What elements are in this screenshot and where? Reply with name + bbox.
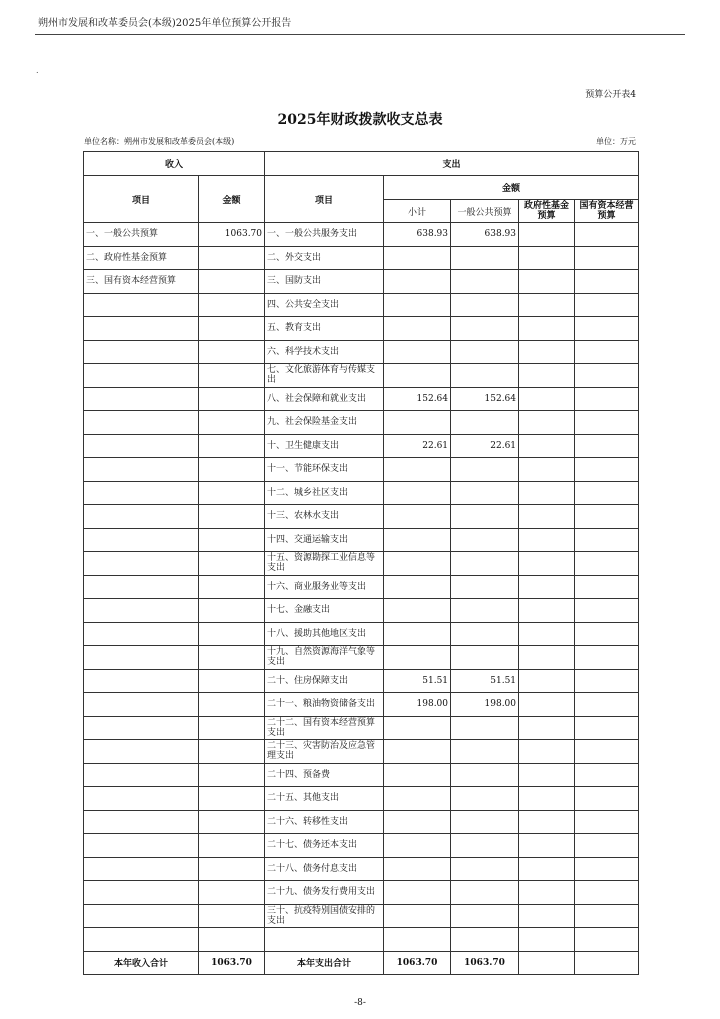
expense-item: 二十三、灾害防治及应急管理支出: [265, 740, 384, 764]
table-row: [84, 481, 639, 505]
income-item: [84, 340, 199, 364]
report-header: 朔州市发展和改革委员会(本级)2025年单位预算公开报告: [38, 18, 292, 29]
income-amount: [199, 928, 265, 952]
general-budget-amount: [451, 857, 519, 881]
subtotal-amount: 638.93: [384, 223, 451, 247]
income-amount: [199, 810, 265, 834]
expense-header: 支出: [265, 152, 639, 176]
state-capital-amount: [575, 481, 639, 505]
gov-fund-amount: [519, 857, 575, 881]
table-row: [84, 740, 639, 764]
expense-item: 一、一般公共服务支出: [265, 223, 384, 247]
gov-fund-amount: [519, 411, 575, 435]
state-capital-amount: [575, 552, 639, 576]
income-amount: [199, 904, 265, 928]
income-amount: [199, 458, 265, 482]
income-item: 三、国有资本经营预算: [84, 270, 199, 294]
income-amount: [199, 411, 265, 435]
gov-fund-amount: [519, 458, 575, 482]
income-amount: [199, 270, 265, 294]
state-capital-amount: [575, 434, 639, 458]
subtotal-amount: [384, 740, 451, 764]
general-budget-amount: [451, 293, 519, 317]
subtotal-amount: [384, 622, 451, 646]
subtotal-amount: [384, 834, 451, 858]
gov-fund-amount: [519, 552, 575, 576]
gov-fund-amount: [519, 763, 575, 787]
income-item: [84, 528, 199, 552]
expense-item: 二十七、债务还本支出: [265, 834, 384, 858]
income-item: 二、政府性基金预算: [84, 246, 199, 270]
gov-fund-amount: [519, 622, 575, 646]
table-row: [84, 246, 639, 270]
general-budget-amount: [451, 528, 519, 552]
state-capital-amount: [575, 387, 639, 411]
gov-fund-amount: [519, 881, 575, 905]
table-row: [84, 223, 639, 247]
subtotal-amount: [384, 528, 451, 552]
expense-item: 二十二、国有资本经营预算支出: [265, 716, 384, 740]
table-row: [84, 928, 639, 952]
gov-fund-amount: [519, 928, 575, 952]
table-row: [84, 505, 639, 529]
general-budget-amount: [451, 740, 519, 764]
income-item: [84, 693, 199, 717]
income-item: [84, 740, 199, 764]
gov-fund-amount: [519, 646, 575, 670]
general-budget-amount: [451, 411, 519, 435]
expense-total-subtotal: 1063.70: [384, 951, 451, 974]
state-capital-amount: [575, 458, 639, 482]
income-amount: 1063.70: [199, 223, 265, 247]
budget-table: [83, 151, 639, 975]
subtotal-amount: 51.51: [384, 669, 451, 693]
income-amount: [199, 246, 265, 270]
unit-name: 单位名称：朔州市发展和改革委员会(本级): [84, 137, 235, 146]
state-capital-amount: [575, 223, 639, 247]
gov-fund-amount: [519, 834, 575, 858]
gov-fund-amount: [519, 787, 575, 811]
subtotal-header: 小计: [384, 200, 451, 223]
gov-fund-header: 政府性基金预算: [519, 200, 575, 223]
table-row: [84, 763, 639, 787]
gov-fund-amount: [519, 270, 575, 294]
income-item: [84, 481, 199, 505]
expense-item-header: 项目: [265, 176, 384, 223]
subtotal-amount: 198.00: [384, 693, 451, 717]
subtotal-amount: [384, 364, 451, 388]
expense-item: 二十八、债务付息支出: [265, 857, 384, 881]
general-budget-amount: [451, 763, 519, 787]
expense-total-gov-fund: [519, 951, 575, 974]
income-amount: [199, 317, 265, 341]
state-capital-amount: [575, 622, 639, 646]
table-row: [84, 364, 639, 388]
gov-fund-amount: [519, 575, 575, 599]
expense-item: 二十六、转移性支出: [265, 810, 384, 834]
state-capital-amount: [575, 293, 639, 317]
gov-fund-amount: [519, 340, 575, 364]
gov-fund-amount: [519, 693, 575, 717]
subtotal-amount: 152.64: [384, 387, 451, 411]
gov-fund-amount: [519, 246, 575, 270]
table-row: [84, 857, 639, 881]
table-row: [84, 317, 639, 341]
state-capital-amount: [575, 787, 639, 811]
general-budget-amount: [451, 810, 519, 834]
expense-item: 四、公共安全支出: [265, 293, 384, 317]
state-capital-amount: [575, 364, 639, 388]
general-budget-amount: [451, 481, 519, 505]
gov-fund-amount: [519, 810, 575, 834]
table-row: [84, 434, 639, 458]
income-amount: [199, 716, 265, 740]
table-row: [84, 411, 639, 435]
income-amount: [199, 881, 265, 905]
expense-item: 十四、交通运输支出: [265, 528, 384, 552]
general-budget-amount: [451, 881, 519, 905]
income-amount: [199, 505, 265, 529]
gov-fund-amount: [519, 669, 575, 693]
subtotal-amount: 22.61: [384, 434, 451, 458]
state-capital-amount: [575, 834, 639, 858]
gov-fund-amount: [519, 740, 575, 764]
subtotal-amount: [384, 810, 451, 834]
expense-item: 二十、住房保障支出: [265, 669, 384, 693]
expense-item: 十六、商业服务业等支出: [265, 575, 384, 599]
expense-total-label: 本年支出合计: [265, 951, 384, 974]
income-item: [84, 505, 199, 529]
subtotal-amount: [384, 857, 451, 881]
expense-item: 十、卫生健康支出: [265, 434, 384, 458]
income-item: [84, 834, 199, 858]
general-budget-amount: [451, 622, 519, 646]
expense-item: 十二、城乡社区支出: [265, 481, 384, 505]
income-item: [84, 599, 199, 623]
page-title: 2025年财政拨款收支总表: [277, 112, 443, 128]
expense-item: 八、社会保障和就业支出: [265, 387, 384, 411]
income-total-amount: 1063.70: [199, 951, 265, 974]
state-capital-amount: [575, 317, 639, 341]
income-item-header: 项目: [84, 176, 199, 223]
income-item: [84, 810, 199, 834]
expense-total-state-capital: [575, 951, 639, 974]
state-capital-amount: [575, 411, 639, 435]
income-item: [84, 669, 199, 693]
general-budget-amount: [451, 904, 519, 928]
subtotal-amount: [384, 904, 451, 928]
income-item: [84, 458, 199, 482]
subtotal-amount: [384, 481, 451, 505]
general-budget-amount: [451, 505, 519, 529]
gov-fund-amount: [519, 293, 575, 317]
general-budget-amount: [451, 458, 519, 482]
expense-item: 十七、金融支出: [265, 599, 384, 623]
general-budget-header: 一般公共预算: [451, 200, 519, 223]
subtotal-amount: [384, 881, 451, 905]
expense-item: 二十九、债务发行费用支出: [265, 881, 384, 905]
table-row: [84, 528, 639, 552]
state-capital-amount: [575, 881, 639, 905]
state-capital-header: 国有资本经营预算: [575, 200, 639, 223]
table-row: [84, 834, 639, 858]
expense-item: 九、社会保险基金支出: [265, 411, 384, 435]
income-amount: [199, 552, 265, 576]
state-capital-amount: [575, 693, 639, 717]
expense-item: 二十一、粮油物资储备支出: [265, 693, 384, 717]
income-item: [84, 716, 199, 740]
gov-fund-amount: [519, 599, 575, 623]
expense-item: 十九、自然资源海洋气象等支出: [265, 646, 384, 670]
income-amount: [199, 669, 265, 693]
subtotal-amount: [384, 458, 451, 482]
table-row: [84, 881, 639, 905]
table-row: [84, 646, 639, 670]
state-capital-amount: [575, 528, 639, 552]
general-budget-amount: 22.61: [451, 434, 519, 458]
gov-fund-amount: [519, 716, 575, 740]
expense-item: 五、教育支出: [265, 317, 384, 341]
expense-item: 十八、援助其他地区支出: [265, 622, 384, 646]
general-budget-amount: 152.64: [451, 387, 519, 411]
income-item: [84, 411, 199, 435]
gov-fund-amount: [519, 317, 575, 341]
state-capital-amount: [575, 857, 639, 881]
income-item: [84, 317, 199, 341]
general-budget-amount: [451, 834, 519, 858]
subtotal-amount: [384, 246, 451, 270]
income-header: 收入: [84, 152, 265, 176]
table-row: [84, 693, 639, 717]
state-capital-amount: [575, 646, 639, 670]
table-row: [84, 458, 639, 482]
general-budget-amount: [451, 787, 519, 811]
state-capital-amount: [575, 810, 639, 834]
general-budget-amount: [451, 599, 519, 623]
state-capital-amount: [575, 599, 639, 623]
income-amount: [199, 693, 265, 717]
income-item: [84, 857, 199, 881]
income-item: [84, 575, 199, 599]
subtotal-amount: [384, 716, 451, 740]
income-amount: [199, 387, 265, 411]
table-row: [84, 599, 639, 623]
general-budget-amount: [451, 928, 519, 952]
expense-item: 六、科学技术支出: [265, 340, 384, 364]
general-budget-amount: [451, 575, 519, 599]
income-item: [84, 434, 199, 458]
expense-item: 二十四、预备费: [265, 763, 384, 787]
table-row: [84, 575, 639, 599]
expense-amount-header: 金额: [384, 176, 639, 200]
gov-fund-amount: [519, 481, 575, 505]
income-amount: [199, 364, 265, 388]
table-row: [84, 387, 639, 411]
income-item: [84, 928, 199, 952]
table-row: [84, 904, 639, 928]
income-amount: [199, 763, 265, 787]
income-amount: [199, 575, 265, 599]
general-budget-amount: [451, 646, 519, 670]
income-amount: [199, 434, 265, 458]
gov-fund-amount: [519, 904, 575, 928]
expense-item: 二、外交支出: [265, 246, 384, 270]
expense-item: 二十五、其他支出: [265, 787, 384, 811]
table-row: [84, 270, 639, 294]
table-row: [84, 810, 639, 834]
income-item: [84, 387, 199, 411]
income-amount: [199, 646, 265, 670]
subtotal-amount: [384, 270, 451, 294]
currency-unit: 单位：万元: [596, 137, 636, 146]
table-row: [84, 552, 639, 576]
subtotal-amount: [384, 293, 451, 317]
subtotal-amount: [384, 317, 451, 341]
subtotal-amount: [384, 411, 451, 435]
dot-mark: .: [36, 66, 39, 75]
table-row: [84, 622, 639, 646]
table-body: [84, 223, 639, 952]
page-number: -8-: [354, 998, 366, 1008]
general-budget-amount: [451, 552, 519, 576]
general-budget-amount: 51.51: [451, 669, 519, 693]
subtotal-amount: [384, 599, 451, 623]
subtotal-amount: [384, 575, 451, 599]
state-capital-amount: [575, 904, 639, 928]
gov-fund-amount: [519, 223, 575, 247]
income-item: [84, 293, 199, 317]
income-amount: [199, 528, 265, 552]
income-item: [84, 364, 199, 388]
table-row: [84, 716, 639, 740]
general-budget-amount: [451, 317, 519, 341]
income-item: [84, 763, 199, 787]
income-amount-header: 金额: [199, 176, 265, 223]
general-budget-amount: [451, 340, 519, 364]
subtotal-amount: [384, 340, 451, 364]
subtotal-amount: [384, 787, 451, 811]
state-capital-amount: [575, 669, 639, 693]
general-budget-amount: [451, 246, 519, 270]
general-budget-amount: [451, 364, 519, 388]
expense-item: 十一、节能环保支出: [265, 458, 384, 482]
subtotal-amount: [384, 928, 451, 952]
income-amount: [199, 599, 265, 623]
state-capital-amount: [575, 270, 639, 294]
expense-total-general: 1063.70: [451, 951, 519, 974]
subtotal-amount: [384, 646, 451, 670]
income-amount: [199, 740, 265, 764]
state-capital-amount: [575, 246, 639, 270]
income-amount: [199, 340, 265, 364]
subtotal-amount: [384, 505, 451, 529]
income-item: [84, 552, 199, 576]
table-row: [84, 787, 639, 811]
gov-fund-amount: [519, 387, 575, 411]
gov-fund-amount: [519, 364, 575, 388]
table-row: [84, 293, 639, 317]
general-budget-amount: 198.00: [451, 693, 519, 717]
income-amount: [199, 622, 265, 646]
general-budget-amount: [451, 270, 519, 294]
income-item: [84, 904, 199, 928]
header-divider: [35, 34, 685, 35]
expense-item: [265, 928, 384, 952]
income-item: [84, 646, 199, 670]
gov-fund-amount: [519, 434, 575, 458]
income-amount: [199, 787, 265, 811]
expense-item: 七、文化旅游体育与传媒支出: [265, 364, 384, 388]
state-capital-amount: [575, 340, 639, 364]
state-capital-amount: [575, 716, 639, 740]
form-number: 预算公开表4: [585, 90, 636, 100]
table-row: [84, 669, 639, 693]
subtotal-amount: [384, 552, 451, 576]
state-capital-amount: [575, 763, 639, 787]
income-item: [84, 787, 199, 811]
income-item: [84, 881, 199, 905]
table-row: [84, 340, 639, 364]
state-capital-amount: [575, 505, 639, 529]
expense-item: 十三、农林水支出: [265, 505, 384, 529]
income-amount: [199, 293, 265, 317]
income-item: 一、一般公共预算: [84, 223, 199, 247]
gov-fund-amount: [519, 528, 575, 552]
income-total-label: 本年收入合计: [84, 951, 199, 974]
subtotal-amount: [384, 763, 451, 787]
state-capital-amount: [575, 740, 639, 764]
expense-item: 三、国防支出: [265, 270, 384, 294]
income-item: [84, 622, 199, 646]
income-amount: [199, 834, 265, 858]
income-amount: [199, 857, 265, 881]
expense-item: 十五、资源勘探工业信息等支出: [265, 552, 384, 576]
expense-item: 三十、抗疫特别国债安排的支出: [265, 904, 384, 928]
state-capital-amount: [575, 928, 639, 952]
state-capital-amount: [575, 575, 639, 599]
income-amount: [199, 481, 265, 505]
general-budget-amount: 638.93: [451, 223, 519, 247]
general-budget-amount: [451, 716, 519, 740]
gov-fund-amount: [519, 505, 575, 529]
